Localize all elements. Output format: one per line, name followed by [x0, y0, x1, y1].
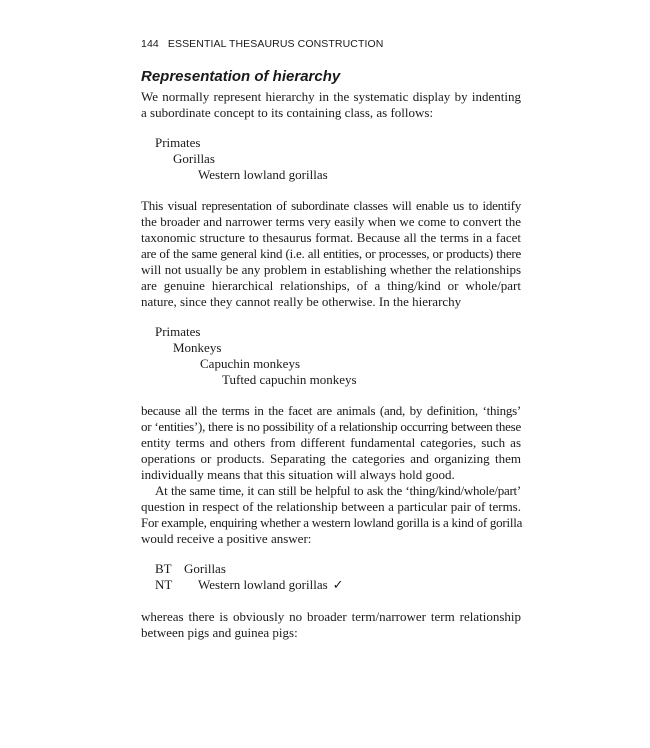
text-line: or ‘entities’), there is no possibility of a relationship occurring between these [141, 419, 521, 434]
text-line: taxonomic structure to thesaurus format. Because all the terms in a facet [141, 230, 521, 245]
text-line: At the same time, it can still be helpful to ask the ‘thing/kind/whole/part’ [155, 483, 521, 498]
section-heading: Representation of hierarchy [141, 68, 341, 85]
text-line: For example, enquiring whether a western lowland gorilla is a kind of gorilla [141, 515, 523, 530]
running-head [141, 38, 383, 50]
bt-term: Gorillas [184, 561, 226, 576]
nt-label: NT [155, 577, 173, 592]
hierarchy-level-1: Primates [155, 324, 201, 339]
paragraph-pigs [141, 609, 521, 641]
text-line: individually means that this situation will always hold good. [141, 467, 455, 482]
text-line: the broader and narrower terms very easily when we come to convert the [141, 214, 521, 229]
hierarchy-level-2: Gorillas [173, 151, 215, 166]
hierarchy-level-4: Tufted capuchin monkeys [222, 372, 357, 387]
text-line: are of the same general kind (i.e. all entities, or processes, or products) there [141, 246, 521, 261]
text-line: between pigs and guinea pigs: [141, 625, 298, 640]
text-line: This visual representation of subordinate classes will enable us to identify [141, 198, 521, 213]
text-line: question in respect of the relationship between a particular pair of terms. [141, 499, 521, 514]
nt-term: Western lowland gorillas [198, 577, 328, 592]
text-line: operations or products. Separating the categories and organizing them [141, 451, 521, 466]
paragraph-intro [141, 89, 521, 121]
paragraph-animals [141, 403, 521, 483]
text-line: nature, since they cannot really be otherwise. In the hierarchy [141, 294, 462, 309]
book-title: ESSENTIAL THESAURUS CONSTRUCTION [167, 38, 384, 50]
text-line: entity terms and others from different fundamental categories, such as [141, 435, 521, 450]
text-line: whereas there is obviously no broader term/narrower term relationship [141, 609, 521, 624]
hierarchy-level-3: Capuchin monkeys [200, 356, 301, 371]
text-line: are genuine hierarchical relationships, of a thing/kind or whole/part [141, 278, 521, 293]
hierarchy-level-2: Monkeys [173, 340, 222, 355]
text-line: would receive a positive answer: [141, 531, 312, 546]
paragraph-thing-kind-question [141, 483, 521, 547]
hierarchy-level-3: Western lowland gorillas [198, 167, 328, 182]
page-number: 144 [141, 38, 159, 50]
nt-row [198, 577, 344, 594]
text-line: will not usually be any problem in establishing whether the relationships [141, 262, 521, 277]
text-line: a subordinate concept to its containing class, as follows: [141, 105, 434, 120]
paragraph-visual-representation [141, 198, 521, 310]
hierarchy-level-1: Primates [155, 135, 201, 150]
text-line: We normally represent hierarchy in the systematic display by indenting [141, 89, 521, 104]
check-mark-icon: ✓ [332, 578, 344, 593]
bt-label: BT [155, 561, 172, 576]
text-line: because all the terms in the facet are animals (and, by definition, ‘things’ [141, 403, 521, 418]
